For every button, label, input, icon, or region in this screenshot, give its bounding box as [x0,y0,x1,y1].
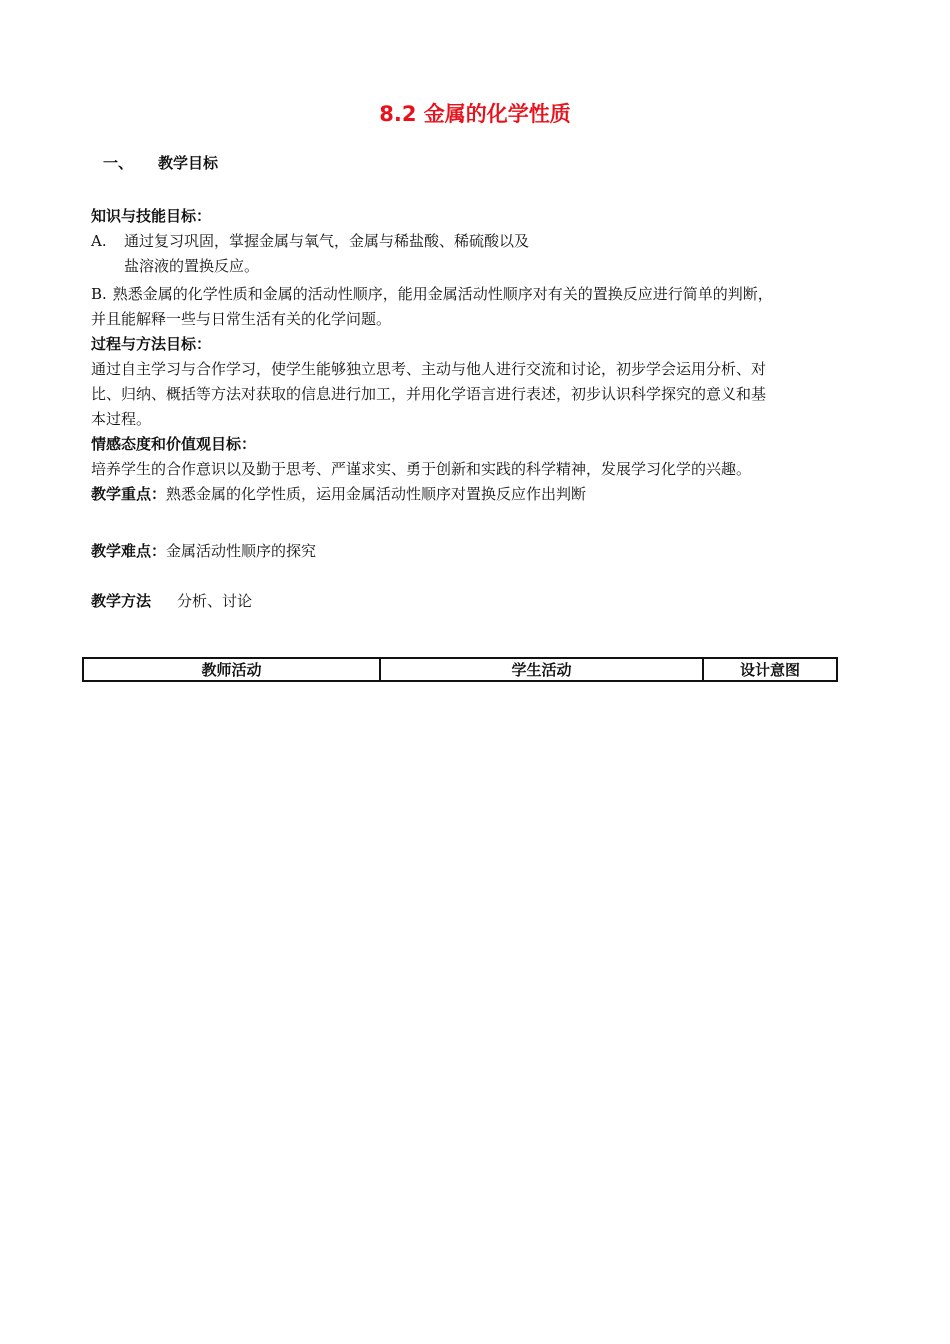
difficulty-text: 金属活动性顺序的探究 [166,542,317,560]
process-heading: 过程与方法目标： [91,335,212,353]
section-heading [103,152,218,173]
difficulty-label: 教学难点： [91,542,167,560]
header-design-intent: 设计意图 [703,658,837,681]
header-teacher-activity: 教师活动 [83,658,380,681]
header-student-activity: 学生活动 [380,658,703,681]
knowledge-heading: 知识与技能目标： [91,207,212,225]
section-number: 一、 [103,154,134,172]
key-point-text: 熟悉金属的化学性质，运用金属活动性顺序对置换反应作出判断 [166,485,587,503]
knowledge-goals [91,204,861,507]
page-title: 8.2 金属的化学性质 [379,102,571,126]
item-b-line2: 并且能解释一些与日常生活有关的化学问题。 [91,310,392,328]
item-b-label: B. [91,285,107,303]
item-a-label: A. [91,232,107,250]
knowledge-item-a [91,229,861,254]
method-text: 分析、讨论 [177,592,253,610]
method [91,589,861,614]
item-b-line1: 熟悉金属的化学性质和金属的活动性顺序，能用金属活动性顺序对有关的置换反应进行简单的判断， [112,285,773,303]
process-line3: 本过程。 [91,410,152,428]
method-label: 教学方法 [91,592,152,610]
emotion-heading: 情感态度和价值观目标： [91,435,257,453]
lesson-plan-table [82,657,838,682]
difficulty [91,539,861,564]
key-point [91,482,861,507]
table-header-row [83,658,837,681]
item-a-line1: 通过复习巩固，掌握金属与氧气，金属与稀盐酸、稀硫酸以及 [124,232,530,250]
process-line2: 比、归纳、概括等方法对获取的信息进行加工，并用化学语言进行表述，初步认识科学探究的意义和基 [91,385,767,403]
section-label: 教学目标 [158,154,219,172]
emotion-line1: 培养学生的合作意识以及勤于思考、严谨求实、勇于创新和实践的科学精神，发展学习化学的兴趣。 [91,460,752,478]
item-a-line2: 盐溶液的置换反应。 [124,257,260,275]
key-point-label: 教学重点： [91,485,167,503]
process-line1: 通过自主学习与合作学习，使学生能够独立思考、主动与他人进行交流和讨论，初步学会运用分析、对 [91,360,767,378]
knowledge-item-b [91,282,861,307]
